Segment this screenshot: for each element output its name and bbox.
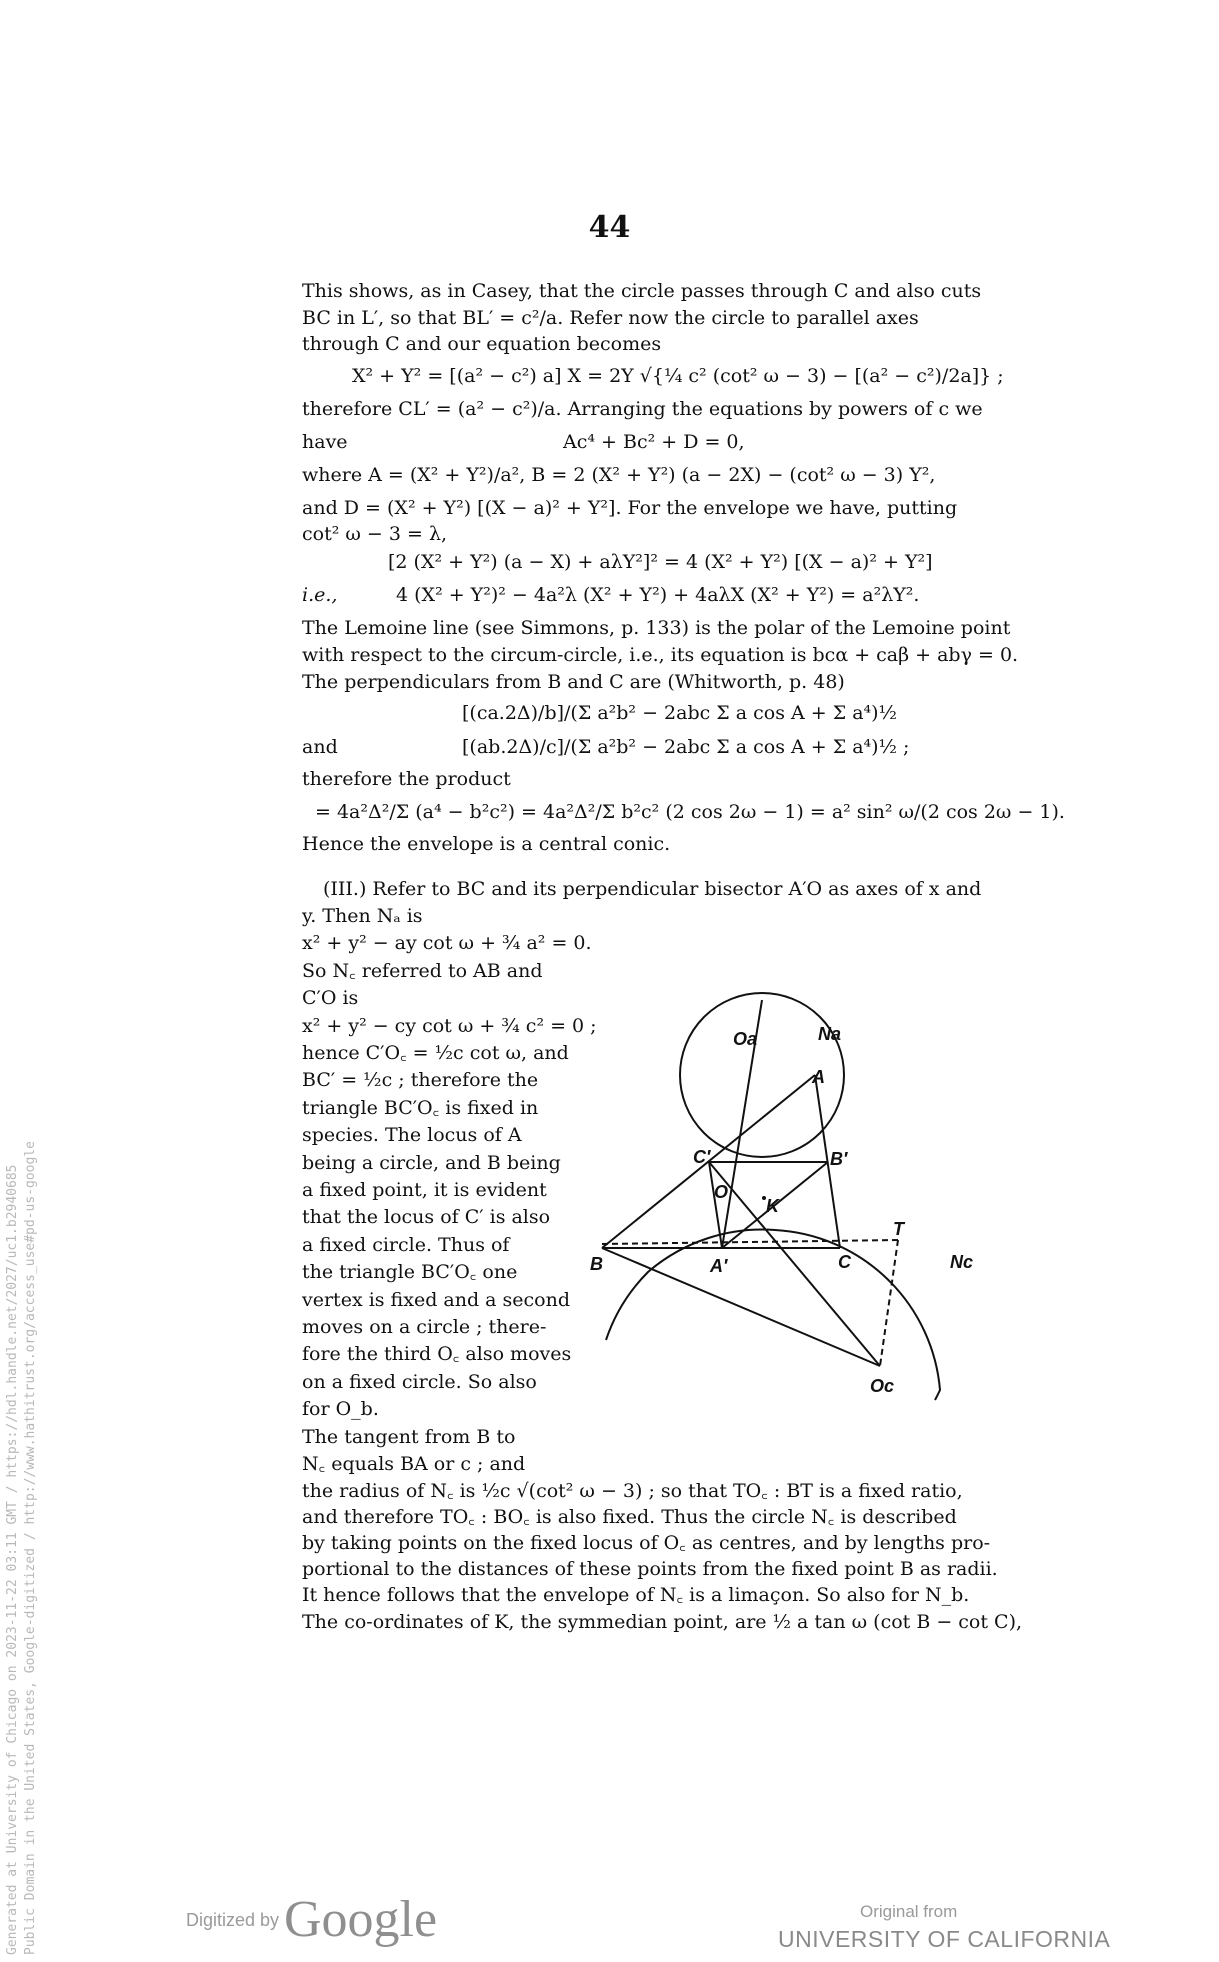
watermark-line: Public Domain in the United States, Google-digitized / http://www.hathitrust.org/access_use#pd-us-google [23, 1141, 38, 1955]
label-a: A [812, 1067, 825, 1087]
equation: 4 (X² + Y²)² − 4a²λ (X² + Y²) + 4aλX (X² + Y²) = a²λY². [396, 584, 920, 606]
paragraph-line: The perpendiculars from B and C are (Whitworth, p. 48) [302, 671, 845, 693]
column-line: x² + y² − ay cot ω + ¾ a² = 0. [302, 932, 592, 955]
google-logo: Google [284, 1891, 438, 1948]
equation: [(ca.2Δ)/b]/(Σ a²b² − 2abc Σ a cos A + Σ a⁴)½ [462, 702, 897, 724]
label-k: K [766, 1196, 779, 1216]
paragraph-line: Hence the envelope is a central conic. [302, 833, 671, 855]
equation: = 4a²Δ²/Σ (a⁴ − b²c²) = 4a²Δ²/Σ b²c² (2 cos 2ω − 1) = a² sin² ω/(2 cos 2ω − 1). [315, 801, 1065, 823]
label-c: C [838, 1252, 851, 1272]
column-line: x² + y² − cy cot ω + ¾ c² = 0 ; [302, 1014, 597, 1037]
column-line: The tangent from B to [302, 1425, 516, 1448]
paragraph-line: with respect to the circum-circle, i.e., its equation is bcα + caβ + abγ = 0. [302, 644, 1019, 666]
column-line: hence C′O꜀ = ½c cot ω, and [302, 1042, 569, 1064]
column-line: moves on a circle ; there- [302, 1316, 547, 1338]
paragraph-line: (III.) Refer to BC and its perpendicular bisector A′O as axes of x and [323, 878, 982, 900]
paragraph-line: and D = (X² + Y²) [(X − a)² + Y²]. For the envelope we have, putting [302, 497, 958, 519]
paragraph-line: cot² ω − 3 = λ, [302, 523, 448, 545]
label-c-prime: C′ [693, 1147, 711, 1167]
paragraph-line: BC in L′, so that BL′ = c²/a. Refer now the circle to parallel axes [302, 307, 919, 329]
paragraph-line: through C and our equation becomes [302, 333, 662, 355]
paragraph-line: and therefore TO꜀ : BO꜀ is also fixed. Thus the circle N꜀ is described [302, 1506, 957, 1528]
paragraph-line: therefore CL′ = (a² − c²)/a. Arranging the equations by powers of c we [302, 398, 983, 420]
label-oc: Oc [870, 1376, 895, 1396]
watermark-line: Generated at University of Chicago on 2023-11-22 03:11 GMT / https://hdl.handle.net/2027/uc1.b2940685 [5, 1164, 20, 1955]
hathitrust-watermark [4, 1141, 40, 1955]
equation: X² + Y² = [(a² − c²) a] X = 2Y √{¼ c² (cot² ω − 3) − [(a² − c²)/2a]} ; [352, 365, 1004, 387]
label-b-prime: B′ [830, 1149, 848, 1169]
column-line: that the locus of C′ is also [302, 1206, 551, 1229]
line-t-oc-dashed [880, 1240, 898, 1366]
column-line: BC′ = ½c ; therefore the [302, 1069, 539, 1092]
have-label: have [302, 431, 348, 453]
circle-nc-arc [775, 1230, 940, 1400]
label-b: B [590, 1254, 603, 1274]
line-cprime-oc [709, 1162, 880, 1366]
label-na: Na [818, 1024, 842, 1044]
paragraph-line: therefore the product [302, 768, 511, 790]
label-a-prime: A′ [710, 1256, 728, 1276]
column-line: So N꜀ referred to AB and [302, 959, 543, 982]
paragraph-line: the radius of N꜀ is ½c √(cot² ω − 3) ; so that TO꜀ : BT is a fixed ratio, [302, 1480, 963, 1502]
university-name: UNIVERSITY OF CALIFORNIA [778, 1926, 1111, 1952]
equation: [2 (X² + Y²) (a − X) + aλY²]² = 4 (X² + Y²) [(X − a)² + Y²] [388, 551, 933, 573]
line-bt-dashed [602, 1240, 898, 1244]
digitized-by: Digitized by [186, 1910, 280, 1930]
column-line: being a circle, and B being [302, 1151, 561, 1174]
column-line: on a fixed circle. So also [302, 1370, 537, 1393]
column-line: C′O is [302, 987, 359, 1010]
column-line: vertex is fixed and a second [302, 1288, 571, 1311]
equation: Ac⁴ + Bc² + D = 0, [563, 431, 745, 453]
label-oa: Oa [733, 1029, 758, 1049]
ie-label: i.e., [302, 584, 338, 606]
and-label: and [302, 736, 338, 758]
column-line: a fixed point, it is evident [302, 1179, 547, 1201]
column-line: y. Then Nₐ is [302, 905, 423, 927]
column-line: the triangle BC′O꜀ one [302, 1261, 518, 1284]
column-line: triangle BC′O꜀ is fixed in [302, 1096, 539, 1119]
paragraph-line: where A = (X² + Y²)/a², B = 2 (X² + Y²) (a − 2X) − (cot² ω − 3) Y², [302, 464, 936, 486]
page-number: 44 [588, 210, 631, 245]
paragraph-line: portional to the distances of these points from the fixed point B as radii. [302, 1558, 998, 1580]
column-line: N꜀ equals BA or c ; and [302, 1453, 526, 1475]
label-o: O [714, 1182, 729, 1202]
equation: [(ab.2Δ)/c]/(Σ a²b² − 2abc Σ a cos A + Σ a⁴)½ ; [462, 736, 910, 758]
column-line: a fixed circle. Thus of [302, 1233, 510, 1256]
column-line: for O_b. [302, 1398, 379, 1421]
paragraph-line: This shows, as in Casey, that the circle passes through C and also cuts [302, 280, 982, 302]
paragraph-line: by taking points on the fixed locus of O꜀ as centres, and by lengths pro- [302, 1532, 991, 1554]
column-line: fore the third O꜀ also moves [302, 1343, 572, 1366]
column-line: species. The locus of A [302, 1124, 522, 1147]
label-t: T [893, 1219, 904, 1239]
label-nc: Nc [950, 1252, 974, 1272]
paragraph-line: The Lemoine line (see Simmons, p. 133) is the polar of the Lemoine point [302, 617, 1011, 639]
original-from: Original from [860, 1902, 958, 1921]
paragraph-line: It hence follows that the envelope of N꜀ is a limaçon. So also for N_b. [302, 1584, 970, 1606]
paragraph-line: The co-ordinates of K, the symmedian point, are ½ a tan ω (cot B − cot C), [302, 1611, 1023, 1633]
